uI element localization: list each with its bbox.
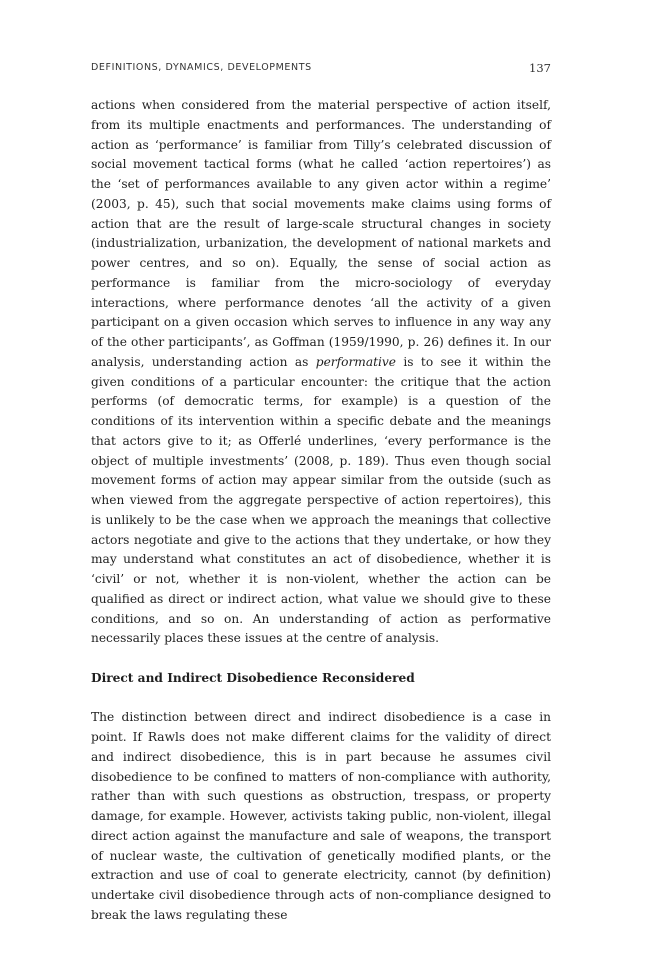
running-title: DEFINITIONS, DYNAMICS, DEVELOPMENTS	[91, 62, 312, 73]
section-heading: Direct and Indirect Disobedience Reconsidered	[91, 670, 415, 685]
page-number: 137	[529, 61, 551, 75]
paragraph-performance-part1: actions when considered from the material perspective of action itself, from its multiple enactments and performances. The understanding of action as ‘performance’ is familiar from Tilly’s celebrated discussion of social movement tactical forms (what he called ‘action repertoires’) as the ‘set of performances available to any given actor within a regime’ (2003, p. 45), such that social movements make claims using forms of action that are the result of large-scale structural changes in society (industrialization, urbanization, the development of national markets and power centres, and so on). Equally, the sense of social action as performance is familiar from the micro-sociology of everyday interactions, where performance denotes ‘all the activity of a given participant on a given occasion which serves to influence in any way any of the other participants’, as Goffman (1959/1990, p. 26) defines it. In our analysis, understanding action as	[91, 98, 551, 369]
emphasis-performative: performative	[315, 354, 396, 369]
paragraph-performance-part2: is to see it within the given conditions of a particular encounter: the critique that the action performs (of democratic terms, for example) is a question of the conditions of its intervention within a specific debate and the meanings that actors give to it; as Offerlé underlines, ‘every performance is the object of multiple investments’ (2008, p. 189). Thus even though social movement forms of action may appear similar from the outside (such as when viewed from the aggregate perspective of action repertoires), this is unlikely to be the case when we approach the meanings that collective actors negotiate and give to the actions that they undertake, or how they may understand what constitutes an act of disobedience, whether it is ‘civil’ or not, whether it is non-violent, whether the action can be qualified as direct or indirect action, what value we should give to these conditions, and so on. An understanding of action as performative necessarily places these issues at the centre of analysis.	[91, 354, 551, 646]
paragraph-performance	[91, 96, 551, 649]
body-text	[91, 96, 551, 926]
paragraph-direct-indirect: The distinction between direct and indirect disobedience is a case in point. If Rawls does not make different claims for the validity of direct and indirect disobedience, this is in part because he assumes civil disobedience to be confined to matters of non-compliance with authority, rather than with such questions as obstruction, trespass, or property damage, for example. However, activists taking public, non-violent, illegal direct action against the manufacture and sale of weapons, the transport of nuclear waste, the cultivation of genetically modified plants, or the extraction and use of coal to generate electricity, cannot (by definition) undertake civil disobedience through acts of non-compliance designed to break the laws regulating these	[91, 710, 551, 922]
running-header	[91, 62, 551, 78]
